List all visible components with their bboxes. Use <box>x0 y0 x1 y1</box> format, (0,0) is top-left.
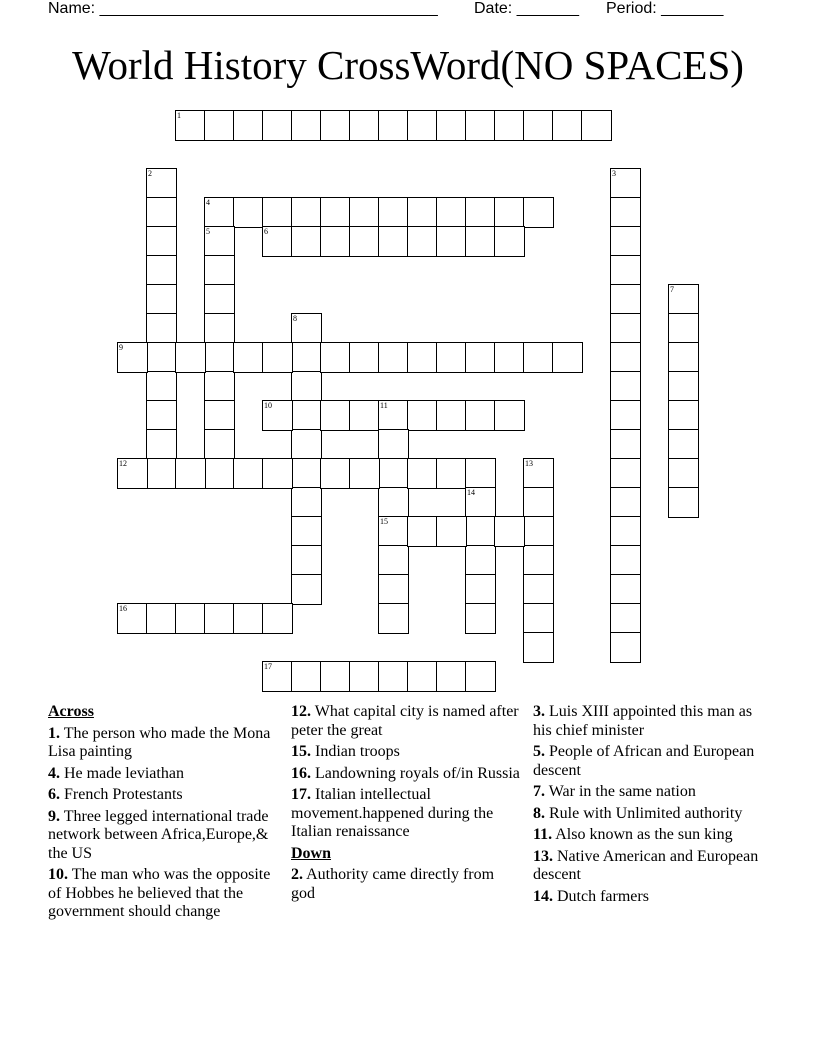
clue-number: 2. <box>291 866 303 883</box>
crossword-cell[interactable] <box>436 661 467 692</box>
crossword-cell[interactable] <box>291 197 322 228</box>
crossword-cell[interactable] <box>610 255 641 286</box>
cell-number: 11 <box>380 401 388 410</box>
crossword-cell[interactable] <box>610 197 641 228</box>
crossword-cell[interactable] <box>349 226 380 257</box>
crossword-cell[interactable] <box>610 313 641 344</box>
crossword-cell[interactable] <box>262 226 293 257</box>
down-heading: Down <box>291 844 332 862</box>
crossword-cell[interactable] <box>233 342 264 373</box>
crossword-cell[interactable] <box>407 197 438 228</box>
crossword-cell[interactable] <box>262 342 293 373</box>
crossword-cell[interactable] <box>146 342 177 373</box>
clue-number: 17. <box>291 786 311 803</box>
clue-column-2 <box>291 703 521 906</box>
crossword-cell[interactable] <box>465 226 496 257</box>
crossword-cell[interactable] <box>175 603 206 634</box>
crossword-cell[interactable] <box>523 632 554 663</box>
crossword-cell[interactable] <box>349 661 380 692</box>
crossword-cell[interactable] <box>204 371 235 402</box>
crossword-cell[interactable] <box>552 110 583 141</box>
clue-number: 15. <box>291 743 311 760</box>
crossword-cell[interactable] <box>494 400 525 431</box>
crossword-cell[interactable] <box>146 168 177 199</box>
crossword-cell[interactable] <box>291 313 322 344</box>
crossword-cell[interactable] <box>407 400 438 431</box>
crossword-cell[interactable] <box>378 603 409 634</box>
crossword-cell[interactable] <box>146 429 177 460</box>
clue-number: 1. <box>48 724 60 742</box>
crossword-cell[interactable] <box>146 255 177 286</box>
crossword-cell[interactable] <box>610 400 641 431</box>
crossword-cell[interactable] <box>291 429 322 460</box>
crossword-cell[interactable] <box>320 342 351 373</box>
crossword-cell[interactable] <box>204 458 235 489</box>
crossword-cell[interactable] <box>407 342 438 373</box>
page-title: World History CrossWord(NO SPACES) <box>72 42 744 88</box>
clue-column-3 <box>533 703 773 909</box>
crossword-cell[interactable] <box>436 110 467 141</box>
down-clue <box>533 848 773 885</box>
crossword-cell[interactable] <box>262 400 293 431</box>
clue-number: 8. <box>533 804 545 822</box>
crossword-cell[interactable] <box>465 110 496 141</box>
crossword-cell[interactable] <box>465 545 496 576</box>
crossword-cell[interactable] <box>378 574 409 605</box>
crossword-cell[interactable] <box>436 342 467 373</box>
crossword-cell[interactable] <box>494 110 525 141</box>
crossword-cell[interactable] <box>204 255 235 286</box>
crossword-cell[interactable] <box>465 197 496 228</box>
cell-number: 10 <box>264 401 272 410</box>
crossword-cell[interactable] <box>204 197 235 228</box>
clue-number: 12. <box>291 703 311 720</box>
crossword-cell[interactable] <box>407 458 438 489</box>
clue-text: Also known as the sun king <box>555 826 733 843</box>
crossword-cell[interactable] <box>349 342 380 373</box>
clue-number: 6. <box>48 786 60 803</box>
clue-text: Native American and European descent <box>533 847 759 883</box>
crossword-cell[interactable] <box>378 516 409 547</box>
crossword-cell[interactable] <box>175 110 206 141</box>
across-clue <box>291 786 521 842</box>
down-clue <box>533 703 773 740</box>
crossword-cell[interactable] <box>291 661 322 692</box>
crossword-cell[interactable] <box>204 313 235 344</box>
crossword-cell[interactable] <box>610 284 641 315</box>
crossword-cell[interactable] <box>610 168 641 199</box>
cell-number: 9 <box>119 343 123 352</box>
crossword-cell[interactable] <box>610 458 641 489</box>
crossword-cell[interactable] <box>291 545 322 576</box>
crossword-cell[interactable] <box>378 487 409 518</box>
crossword-cell[interactable] <box>146 400 177 431</box>
crossword-cell[interactable] <box>262 603 293 634</box>
crossword-cell[interactable] <box>610 632 641 663</box>
crossword-cell[interactable] <box>494 197 525 228</box>
crossword-cell[interactable] <box>291 516 322 547</box>
crossword-cell[interactable] <box>320 458 351 489</box>
crossword-cell[interactable] <box>146 458 177 489</box>
crossword-cell[interactable] <box>465 516 496 547</box>
crossword-cell[interactable] <box>320 110 351 141</box>
down-clue <box>533 805 773 824</box>
crossword-cell[interactable] <box>465 661 496 692</box>
across-clue <box>48 866 278 922</box>
cell-number: 14 <box>467 488 475 497</box>
crossword-cell[interactable] <box>523 603 554 634</box>
crossword-cell[interactable] <box>204 400 235 431</box>
crossword-cell[interactable] <box>117 342 148 373</box>
across-clue <box>291 703 521 740</box>
clue-number: 4. <box>48 764 60 782</box>
crossword-cell[interactable] <box>146 313 177 344</box>
clue-number: 11. <box>533 826 553 843</box>
crossword-cell[interactable] <box>465 487 496 518</box>
crossword-cell[interactable] <box>349 110 380 141</box>
crossword-cell[interactable] <box>291 342 322 373</box>
across-clue <box>48 808 278 864</box>
crossword-cell[interactable] <box>291 574 322 605</box>
name-field[interactable]: Name: ______________________________________ <box>48 0 438 17</box>
crossword-cell[interactable] <box>668 487 699 518</box>
across-heading: Across <box>48 703 94 720</box>
crossword-cell[interactable] <box>494 226 525 257</box>
crossword-cell[interactable] <box>291 110 322 141</box>
clue-text: People of African and European descent <box>533 743 755 779</box>
cell-number: 5 <box>206 227 210 236</box>
clue-number: 5. <box>533 743 545 760</box>
clue-number: 16. <box>291 764 311 782</box>
crossword-cell[interactable] <box>291 487 322 518</box>
crossword-cell[interactable] <box>494 516 525 547</box>
crossword-cell[interactable] <box>523 487 554 518</box>
crossword-cell[interactable] <box>233 110 264 141</box>
crossword-cell[interactable] <box>465 342 496 373</box>
crossword-cell[interactable] <box>668 458 699 489</box>
crossword-cell[interactable] <box>610 574 641 605</box>
crossword-cell[interactable] <box>378 545 409 576</box>
crossword-cell[interactable] <box>204 603 235 634</box>
crossword-cell[interactable] <box>407 226 438 257</box>
cell-number: 1 <box>177 111 181 120</box>
crossword-cell[interactable] <box>204 110 235 141</box>
crossword-cell[interactable] <box>233 197 264 228</box>
clue-text: Indian troops <box>315 743 400 760</box>
crossword-cell[interactable] <box>436 400 467 431</box>
crossword-cell[interactable] <box>610 487 641 518</box>
clue-text: Italian intellectual movement.happened during the Italian renaissance <box>291 786 494 840</box>
crossword-cell[interactable] <box>320 197 351 228</box>
crossword-cell[interactable] <box>291 371 322 402</box>
crossword-cell[interactable] <box>204 284 235 315</box>
crossword-cell[interactable] <box>610 603 641 634</box>
crossword-cell[interactable] <box>349 197 380 228</box>
crossword-cell[interactable] <box>610 429 641 460</box>
crossword-cell[interactable] <box>117 603 148 634</box>
crossword-cell[interactable] <box>610 226 641 257</box>
crossword-cell[interactable] <box>465 603 496 634</box>
crossword-cell[interactable] <box>320 400 351 431</box>
crossword-cell[interactable] <box>349 458 380 489</box>
crossword-cell[interactable] <box>610 516 641 547</box>
crossword-cell[interactable] <box>117 458 148 489</box>
crossword-cell[interactable] <box>523 342 554 373</box>
crossword-cell[interactable] <box>233 603 264 634</box>
crossword-cell[interactable] <box>146 371 177 402</box>
crossword-cell[interactable] <box>668 400 699 431</box>
clue-text: He made leviathan <box>64 764 184 782</box>
crossword-cell[interactable] <box>523 110 554 141</box>
crossword-cell[interactable] <box>233 458 264 489</box>
crossword-cell[interactable] <box>523 516 554 547</box>
crossword-cell[interactable] <box>610 545 641 576</box>
crossword-cell[interactable] <box>494 342 525 373</box>
clue-text: The man who was the opposite of Hobbes he believed that the government should change <box>48 866 271 920</box>
date-field[interactable]: Date: _______ <box>474 0 579 17</box>
clue-number: 14. <box>533 887 553 905</box>
crossword-cell[interactable] <box>465 574 496 605</box>
cell-number: 17 <box>264 662 272 671</box>
down-clue <box>291 866 521 903</box>
crossword-cell[interactable] <box>436 226 467 257</box>
crossword-cell[interactable] <box>436 516 467 547</box>
clue-text: Three legged international trade network between Africa,Europe,& the US <box>48 807 269 862</box>
crossword-cell[interactable] <box>378 429 409 460</box>
crossword-cell[interactable] <box>610 342 641 373</box>
crossword-cell[interactable] <box>581 110 612 141</box>
period-field[interactable]: Period: _______ <box>606 0 724 17</box>
cell-number: 7 <box>670 285 674 294</box>
crossword-cell[interactable] <box>146 226 177 257</box>
down-clue <box>533 826 773 845</box>
crossword-cell[interactable] <box>407 516 438 547</box>
clue-text: The person who made the Mona Lisa painting <box>48 724 271 760</box>
crossword-cell[interactable] <box>175 342 206 373</box>
crossword-cell[interactable] <box>523 197 554 228</box>
across-clue <box>48 765 278 784</box>
across-clue <box>48 786 278 805</box>
crossword-cell[interactable] <box>146 603 177 634</box>
crossword-cell[interactable] <box>378 400 409 431</box>
down-clue <box>533 888 773 907</box>
crossword-cell[interactable] <box>668 429 699 460</box>
crossword-cell[interactable] <box>262 661 293 692</box>
clue-text: Dutch farmers <box>557 887 649 905</box>
crossword-cell[interactable] <box>465 458 496 489</box>
down-clue <box>533 743 773 780</box>
crossword-cell[interactable] <box>204 226 235 257</box>
crossword-cell[interactable] <box>436 458 467 489</box>
clue-text: Landowning royals of/in Russia <box>315 764 520 782</box>
crossword-cell[interactable] <box>610 371 641 402</box>
crossword-cell[interactable] <box>378 110 409 141</box>
crossword-cell[interactable] <box>349 400 380 431</box>
crossword-cell[interactable] <box>668 342 699 373</box>
clue-text: What capital city is named after peter the great <box>291 703 519 739</box>
crossword-cell[interactable] <box>523 458 554 489</box>
crossword-cell[interactable] <box>320 661 351 692</box>
cell-number: 8 <box>293 314 297 323</box>
crossword-cell[interactable] <box>407 110 438 141</box>
clue-text: Rule with Unlimited authority <box>549 804 743 822</box>
crossword-cell[interactable] <box>668 313 699 344</box>
cell-number: 12 <box>119 459 127 468</box>
crossword-cell[interactable] <box>523 545 554 576</box>
crossword-cell[interactable] <box>378 661 409 692</box>
clue-number: 7. <box>533 783 545 800</box>
crossword-cell[interactable] <box>523 574 554 605</box>
clue-text: French Protestants <box>64 786 183 803</box>
crossword-cell[interactable] <box>407 661 438 692</box>
crossword-cell[interactable] <box>175 458 206 489</box>
cell-number: 6 <box>264 227 268 236</box>
crossword-cell[interactable] <box>436 197 467 228</box>
cell-number: 15 <box>380 517 388 526</box>
crossword-cell[interactable] <box>146 197 177 228</box>
crossword-cell[interactable] <box>378 342 409 373</box>
clue-column-1 <box>48 703 278 925</box>
clue-number: 9. <box>48 807 60 825</box>
crossword-cell[interactable] <box>552 342 583 373</box>
down-clue <box>533 783 773 802</box>
crossword-cell[interactable] <box>146 284 177 315</box>
cell-number: 2 <box>148 169 152 178</box>
clue-text: Luis XIII appointed this man as his chief minister <box>533 703 753 739</box>
clue-number: 13. <box>533 847 553 865</box>
clue-text: War in the same nation <box>548 783 696 800</box>
crossword-cell[interactable] <box>465 400 496 431</box>
crossword-cell[interactable] <box>668 371 699 402</box>
clue-number: 3. <box>533 703 545 720</box>
cell-number: 13 <box>525 459 533 468</box>
clue-text: Authority came directly from god <box>291 866 495 902</box>
crossword-cell[interactable] <box>378 197 409 228</box>
crossword-cell[interactable] <box>291 458 322 489</box>
crossword-cell[interactable] <box>291 226 322 257</box>
crossword-cell[interactable] <box>262 197 293 228</box>
cell-number: 16 <box>119 604 127 613</box>
cell-number: 3 <box>612 169 616 178</box>
across-clue <box>48 725 278 762</box>
crossword-cell[interactable] <box>320 226 351 257</box>
cell-number: 4 <box>206 198 210 207</box>
across-clue <box>291 743 521 762</box>
crossword-cell[interactable] <box>204 342 235 373</box>
crossword-cell[interactable] <box>262 458 293 489</box>
crossword-cell[interactable] <box>668 284 699 315</box>
crossword-cell[interactable] <box>378 226 409 257</box>
crossword-cell[interactable] <box>262 110 293 141</box>
crossword-cell[interactable] <box>204 429 235 460</box>
crossword-cell[interactable] <box>378 458 409 489</box>
crossword-cell[interactable] <box>291 400 322 431</box>
across-clue <box>291 765 521 784</box>
clue-number: 10. <box>48 866 68 883</box>
